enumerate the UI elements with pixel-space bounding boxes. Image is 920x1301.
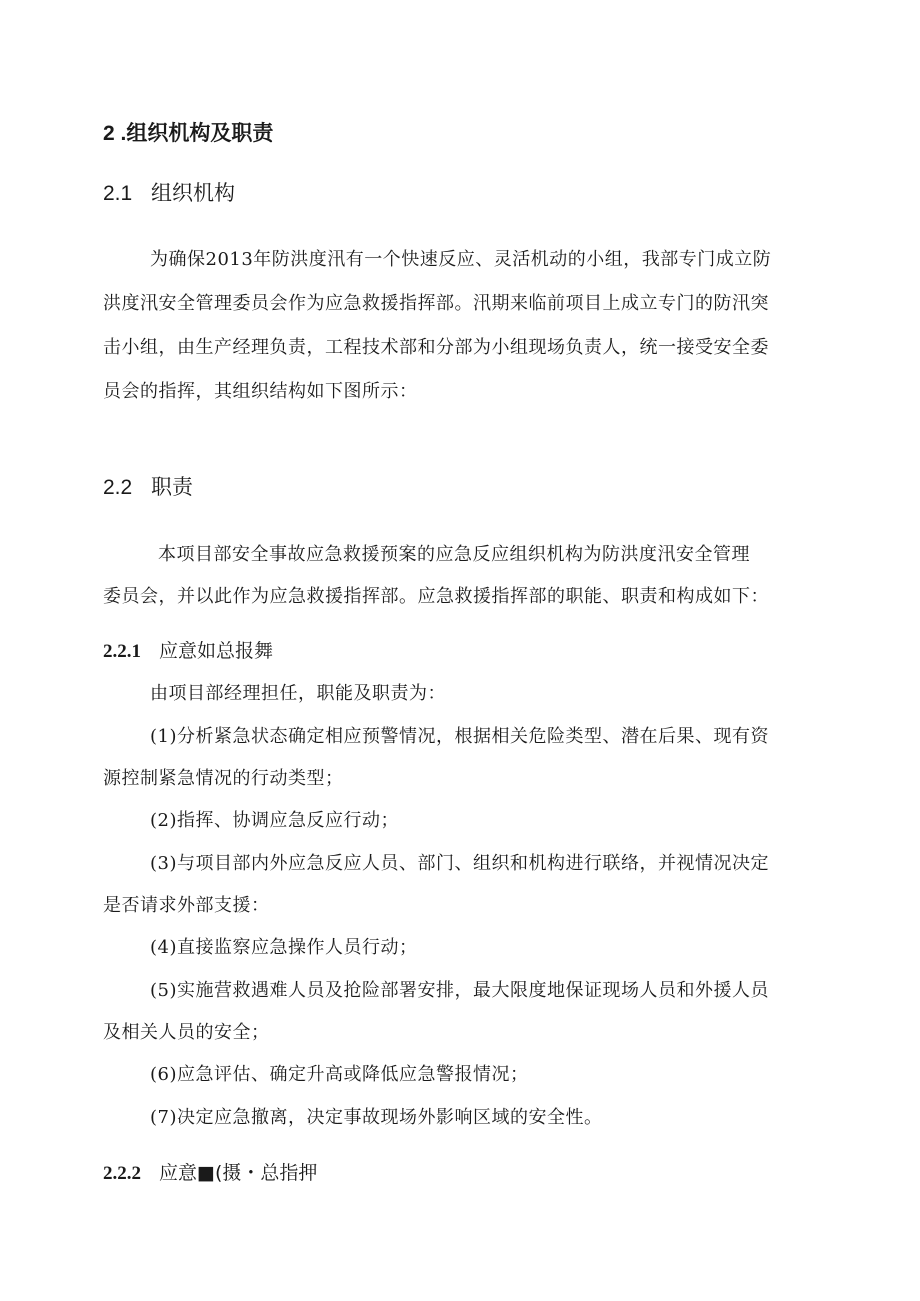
section-number: 2.1 (103, 182, 133, 205)
duty-item: (6)应急评估、确定升高或降低应急警报情况； (150, 1064, 529, 1085)
duty-item: (2)指挥、协调应急反应行动； (150, 810, 399, 831)
paragraph-line: 本项目部安全事故应急救援预案的应急反应组织机构为防洪度汛安全管理 (158, 544, 750, 565)
paragraph-line: 为确保2013年防洪度汛有一个快速反应、灵活机动的小组，我部专门成立防 (150, 249, 772, 270)
duty-item: (4)直接监察应急操作人员行动； (150, 937, 418, 958)
duty-item: (5)实施营救遇难人员及抢险部署安排，最大限度地保证现场人员和外援人员 (150, 980, 769, 1001)
section-title: 职责 (151, 476, 193, 499)
section-number: 2.2 (103, 476, 133, 499)
paragraph-line: 委员会，并以此作为应急救援指挥部。应急救援指挥部的职能、职责和构成如下： (103, 586, 769, 607)
subsection-title: 应意如总报舞 (159, 640, 274, 662)
subsection-heading-2-2-2 (103, 1158, 317, 1185)
duty-item: (3)与项目部内外应急反应人员、部门、组织和机构进行联络，并视情况决定 (150, 853, 769, 874)
subsection-heading-2-2-1 (103, 636, 273, 663)
paragraph-line: 洪度汛安全管理委员会作为应急救援指挥部。汛期来临前项目上成立专门的防汛突 (103, 293, 769, 314)
duty-intro: 由项目部经理担任，职能及职责为： (150, 683, 446, 704)
duty-item-continued: 是否请求外部支援： (103, 895, 270, 916)
section-title: 组织机构 (151, 182, 235, 205)
section-heading-2-2 (103, 471, 193, 501)
subsection-number: 2.2.2 (103, 1163, 141, 1184)
duty-item-continued: 及相关人员的安全； (103, 1022, 270, 1043)
subsection-number: 2.2.1 (103, 641, 141, 662)
paragraph-line: 员会的指挥，其组织结构如下图所示： (103, 381, 418, 402)
paragraph-line: 击小组，由生产经理负责，工程技术部和分部为小组现场负责人，统一接受安全委 (103, 337, 769, 358)
subsection-title: 应意■(摄・总指押 (159, 1162, 318, 1184)
section-heading-2-1 (103, 177, 235, 207)
duty-item-continued: 源控制紧急情况的行动类型； (103, 768, 344, 789)
duty-item: (1)分析紧急状态确定相应预警情况，根据相关危险类型、潜在后果、现有资 (150, 726, 769, 747)
duty-item: (7)决定应急撤离，决定事故现场外影响区域的安全性。 (150, 1107, 603, 1128)
main-heading: 2 .组织机构及职责 (103, 122, 274, 145)
